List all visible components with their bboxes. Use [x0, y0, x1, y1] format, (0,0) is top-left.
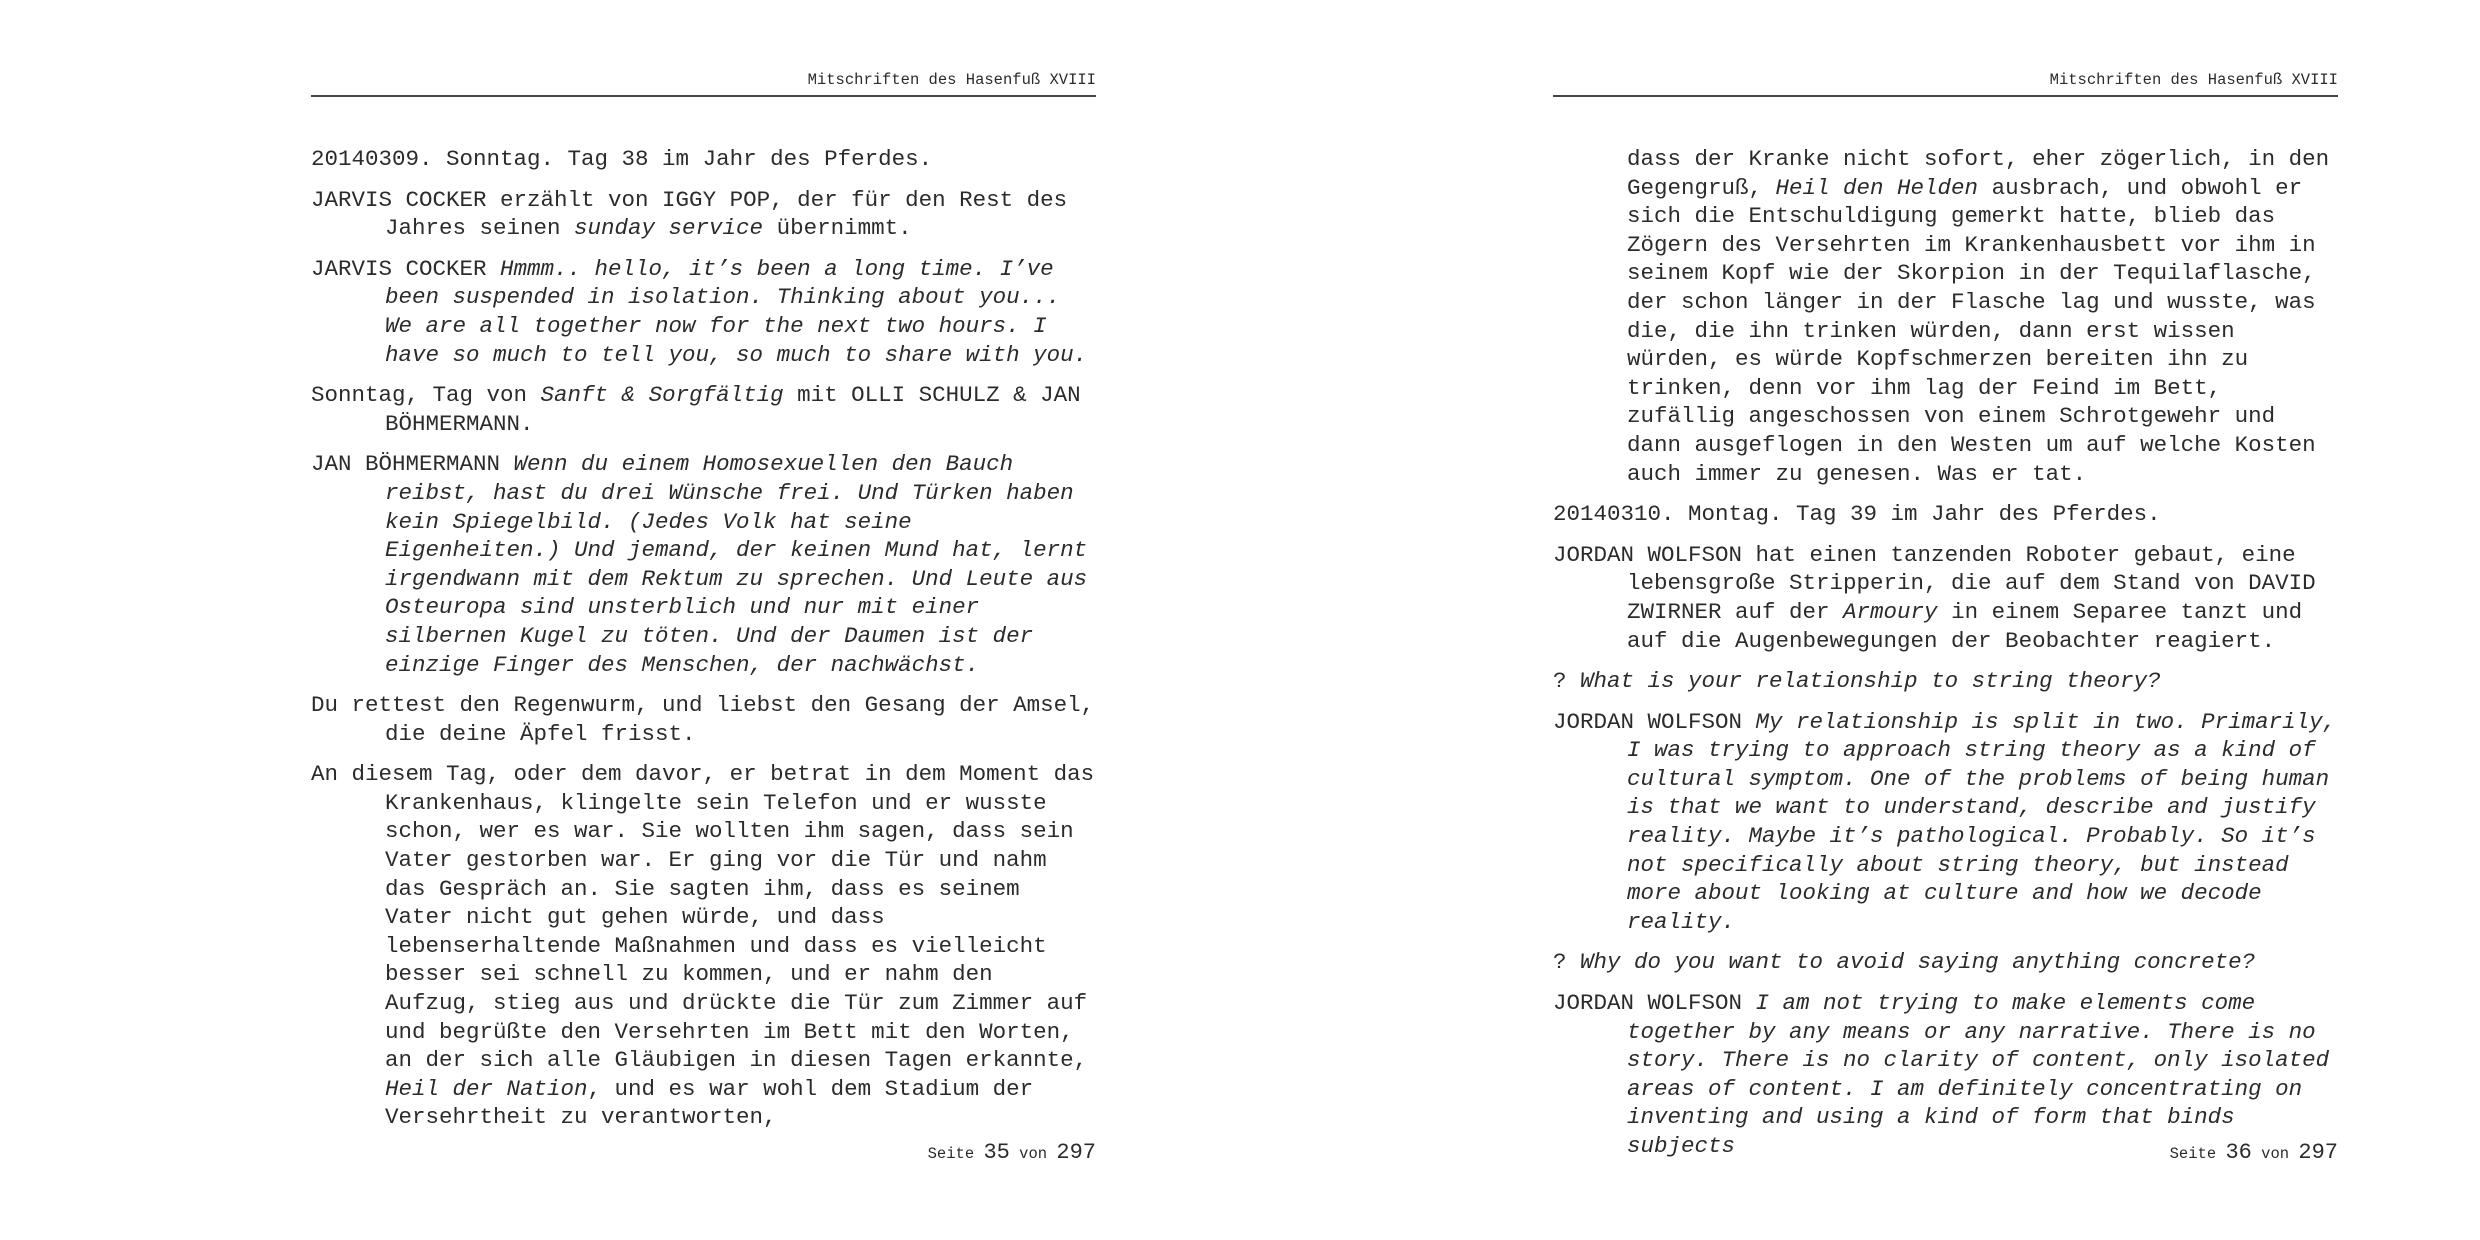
text-run: JARVIS COCKER	[311, 255, 501, 282]
text-run: mit OLLI SCHULZ & JAN BÖHMERMANN.	[385, 382, 1081, 437]
total-pages: 297	[1056, 1140, 1096, 1165]
paragraph	[311, 145, 1096, 174]
text-run: , und es war wohl dem Stadium der Versehrtheit zu verantworten,	[385, 1075, 1034, 1131]
paragraph	[1553, 948, 2338, 977]
paragraph	[311, 691, 1096, 748]
italic-text: My relationship is split in two. Primarily, I was trying to approach string theory as a kind of cultural symptom. One of the problems of being human is that we want to understand, describe and justify reality. Maybe it’s pathological. Probably. So it’s not specifically about string theory, but instead more about looking at culture and how we decode reality.	[1627, 708, 2337, 935]
page-label: Seite	[927, 1145, 975, 1163]
text-run: ?	[1553, 668, 1581, 695]
text-run: ?	[1553, 949, 1581, 976]
left-page	[311, 0, 1096, 1240]
page-body	[311, 145, 1096, 1144]
running-header: Mitschriften des Hasenfuß XVIII	[1553, 70, 2338, 97]
text-run: übernimmt.	[763, 215, 912, 242]
text-run: JAN BÖHMERMANN	[311, 451, 514, 478]
page-body	[1553, 145, 2338, 1173]
text-run: 20140309. Sonntag. Tag 38 im Jahr des Pferdes.	[311, 146, 933, 172]
italic-text: Wenn du einem Homosexuellen den Bauch reibst, hast du drei Wünsche frei. Und Türken haben kein Spiegelbild. (Jedes Volk hat seine Eigenheiten.) Und jemand, der keinen Mund hat, lernt irgendwann mit dem Rektum zu sprechen. Und Leute aus Osteuropa sind unsterblich und nur mit einer silbernen Kugel zu töten. Und der Daumen ist der einzige Finger des Menschen, der nachwächst.	[385, 451, 1088, 678]
paragraph	[311, 381, 1096, 438]
italic-text: What is your relationship to string theory?	[1580, 668, 2161, 695]
text-run: JARVIS COCKER erzählt von IGGY POP, der für den Rest des Jahres seinen	[311, 186, 1068, 242]
page-label: Seite	[2169, 1145, 2217, 1163]
paragraph	[1553, 667, 2338, 696]
italic-text: I am not trying to make elements come together by any means or any narrative. There is no story. There is no clarity of content, only isolated areas of content. I am definitely concentrating on inventing and using a kind of form that binds subjects	[1627, 990, 2330, 1159]
of-label: von	[1019, 1145, 1048, 1163]
text-run: dass der Kranke nicht sofort, eher zögerlich, in den Gegengruß,	[1627, 146, 2330, 201]
text-run: An diesem Tag, oder dem davor, er betrat in dem Moment das Krankenhaus, klingelte sein Telefon und er wusste schon, wer es war. Sie wollten ihm sagen, dass sein Vater gestorben war. Er ging vor die Tür und nahm das Gespräch an. Sie sagten ihm, dass es seinem Vater nicht gut gehen würde, und dass lebenserhaltende Maßnahmen und dass es vielleicht besser sei schnell zu kommen, und er nahm den Aufzug, stieg aus und drückte die Tür zum Zimmer auf und begrüßte den Versehrten im Bett mit den Worten, an der sich alle Gläubigen in diesen Tagen erkannte,	[311, 761, 1095, 1074]
italic-text: Armoury	[1843, 598, 1938, 625]
paragraph	[311, 186, 1096, 243]
paragraph	[311, 760, 1096, 1132]
paragraph	[311, 255, 1096, 369]
paragraph	[1553, 145, 2338, 488]
paragraph	[1553, 541, 2338, 655]
italic-text: Sanft & Sorgfältig	[540, 382, 784, 409]
paragraph	[1553, 989, 2338, 1161]
italic-text: sunday service	[574, 215, 764, 242]
text-run: JORDAN WOLFSON	[1553, 708, 1756, 735]
right-page	[1553, 0, 2338, 1240]
text-run: 20140310. Montag. Tag 39 im Jahr des Pferdes.	[1553, 501, 2161, 528]
text-run: Sonntag, Tag von	[311, 382, 541, 409]
text-run: Du rettest den Regenwurm, und liebst den Gesang der Amsel, die deine Äpfel frisst.	[311, 692, 1095, 747]
paragraph	[1553, 500, 2338, 529]
current-page: 36	[2225, 1140, 2252, 1165]
italic-text: Hmmm.. hello, it’s been a long time. I’ve been suspended in isolation. Thinking about you... We are all together now for the next two hours. I have so much to tell you, so much to share with you.	[385, 255, 1088, 368]
text-run: JORDAN WOLFSON	[1553, 990, 1756, 1017]
current-page: 35	[983, 1140, 1010, 1165]
paragraph	[1553, 708, 2338, 937]
of-label: von	[2261, 1145, 2290, 1163]
text-run: JORDAN WOLFSON hat einen tanzenden Roboter gebaut, eine lebensgroße Stripperin, die auf dem Stand von DAVID ZWIRNER auf der	[1553, 541, 2316, 625]
text-run: in einem Separee tanzt und auf die Augenbewegungen der Beobachter reagiert.	[1627, 598, 2303, 654]
text-run: ausbrach, und obwohl er sich die Entschuldigung gemerkt hatte, blieb das Zögern des Versehrten im Krankenhausbett vor ihm in seinem Kopf wie der Skorpion in der Tequilaflasche, der schon länger in der Flasche lag und wusste, was die, die ihn trinken würden, dann erst wissen würden, es würde Kopfschmerzen bereiten ihn zu trinken, denn vor ihm lag der Feind im Bett, zufällig angeschossen von einem Schrotgewehr und dann ausgeflogen in den Westen um auf welche Kosten auch immer zu genesen. Was er tat.	[1627, 174, 2316, 487]
italic-text: Why do you want to avoid saying anything concrete?	[1580, 949, 2256, 976]
italic-text: Heil den Helden	[1775, 174, 1979, 201]
page-number	[928, 1140, 1096, 1167]
total-pages: 297	[2298, 1140, 2338, 1165]
italic-text: Heil der Nation	[385, 1075, 588, 1102]
paragraph	[311, 450, 1096, 679]
running-header: Mitschriften des Hasenfuß XVIII	[311, 70, 1096, 97]
page-number	[2170, 1140, 2338, 1167]
